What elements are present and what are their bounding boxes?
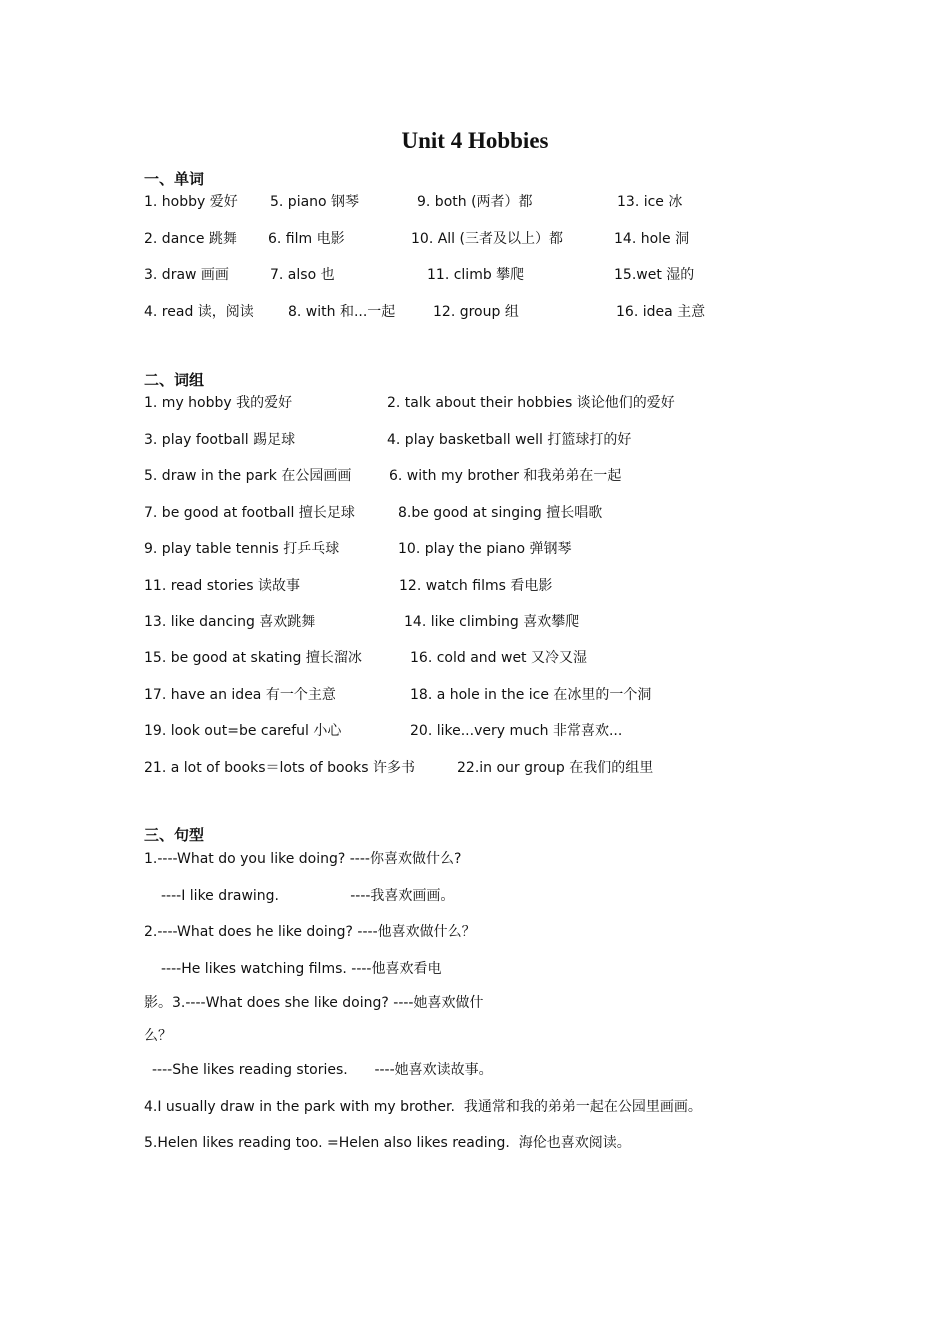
- phrase-item: 7. be good at football 擅长足球: [144, 505, 355, 521]
- phrase-item: 15. be good at skating 擅长溜冰: [144, 650, 362, 666]
- word-item: 9. both (两者）都: [417, 194, 533, 210]
- word-item: 4. read 读，阅读: [144, 304, 254, 320]
- phrase-item: 22.in our group 在我们的组里: [457, 760, 654, 776]
- page-title: Unit 4 Hobbies: [401, 128, 549, 153]
- sentence-line: 2.----What does he like doing? ----他喜欢做什么？: [144, 924, 476, 940]
- word-item: 2. dance 跳舞: [144, 231, 237, 247]
- word-item: 12. group 组: [433, 304, 519, 320]
- phrase-item: 10. play the piano 弹钢琴: [398, 541, 572, 557]
- phrase-item: 21. a lot of books＝lots of books 许多书: [144, 760, 416, 776]
- phrase-item: 9. play table tennis 打乒乓球: [144, 541, 340, 557]
- word-item: 1. hobby 爱好: [144, 194, 238, 210]
- phrase-item: 18. a hole in the ice 在冰里的一个洞: [410, 687, 652, 703]
- phrase-item: 3. play football 踢足球: [144, 432, 296, 448]
- sentence-line: ----She likes reading stories. ----她喜欢读故事。: [152, 1062, 493, 1078]
- sentence-line: 5.Helen likes reading too. =Helen also likes reading. 海伦也喜欢阅读。: [144, 1135, 631, 1151]
- phrase-item: 13. like dancing 喜欢跳舞: [144, 614, 316, 630]
- word-item: 14. hole 洞: [614, 231, 690, 247]
- word-item: 3. draw 画画: [144, 267, 229, 283]
- phrase-item: 8.be good at singing 擅长唱歌: [398, 505, 603, 521]
- phrase-item: 6. with my brother 和我弟弟在一起: [389, 468, 622, 484]
- word-item: 10. All (三者及以上）都: [411, 231, 563, 247]
- section-heading-phrases: 二、词组: [144, 371, 205, 389]
- phrase-item: 1. my hobby 我的爱好: [144, 395, 293, 411]
- word-item: 8. with 和...一起: [288, 304, 396, 320]
- sentence-line: 4.I usually draw in the park with my brother. 我通常和我的弟弟一起在公园里画画。: [144, 1099, 702, 1115]
- phrase-item: 5. draw in the park 在公园画画: [144, 468, 352, 484]
- word-item: 6. film 电影: [268, 231, 345, 247]
- phrase-item: 19. look out=be careful 小心: [144, 723, 342, 739]
- sentence-line: ----He likes watching films. ----他喜欢看电: [161, 961, 442, 977]
- phrase-item: 16. cold and wet 又冷又湿: [410, 650, 587, 666]
- phrase-item: 17. have an idea 有一个主意: [144, 687, 336, 703]
- sentence-line: ----I like drawing. ----我喜欢画画。: [161, 888, 455, 904]
- phrase-item: 4. play basketball well 打篮球打的好: [387, 432, 632, 448]
- word-item: 5. piano 钢琴: [270, 194, 360, 210]
- section-heading-sentences: 三、句型: [144, 826, 205, 844]
- word-item: 15.wet 湿的: [614, 267, 695, 283]
- word-item: 7. also 也: [270, 267, 335, 283]
- sentence-line: 么？: [144, 1028, 172, 1044]
- phrase-item: 12. watch films 看电影: [399, 578, 553, 594]
- word-item: 13. ice 冰: [617, 194, 683, 210]
- word-item: 16. idea 主意: [616, 304, 706, 320]
- sentence-line: 影。3.----What does she like doing? ----她喜欢做什: [144, 995, 484, 1011]
- phrase-item: 11. read stories 读故事: [144, 578, 301, 594]
- sentence-line: 1.----What do you like doing? ----你喜欢做什么?: [144, 851, 462, 867]
- phrase-item: 20. like...very much 非常喜欢...: [410, 723, 623, 739]
- phrase-item: 2. talk about their hobbies 谈论他们的爱好: [387, 395, 675, 411]
- phrase-item: 14. like climbing 喜欢攀爬: [404, 614, 580, 630]
- word-item: 11. climb 攀爬: [427, 267, 525, 283]
- section-heading-words: 一、单词: [144, 170, 205, 188]
